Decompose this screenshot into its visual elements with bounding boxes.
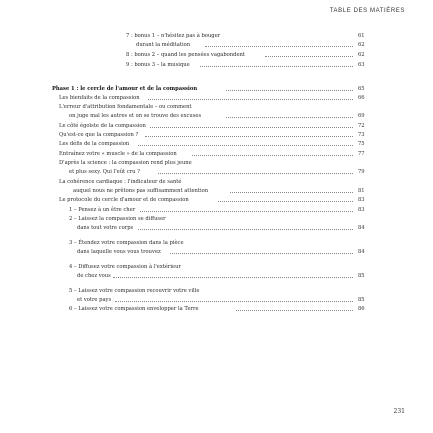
toc-entry-page: 72 (358, 123, 365, 129)
toc-entry-page: 73 (358, 132, 365, 138)
toc-entry-page: 62 (358, 52, 365, 58)
toc-entry-page: 85 (358, 273, 365, 279)
toc-entry-label: durant la méditation (136, 42, 191, 48)
toc-entry-label: 8 : bonus 2 – quand les pensées vagabondent (126, 52, 245, 58)
toc-entry (40, 63, 405, 71)
toc-entry (40, 289, 405, 297)
page-number: 231 (393, 408, 405, 415)
leader-dots (170, 253, 353, 254)
toc-entry (40, 241, 405, 249)
leader-dots (218, 201, 353, 202)
toc-entry (40, 53, 405, 61)
toc-entry-label: dans tout votre corps (77, 225, 134, 231)
leader-dots (205, 46, 353, 47)
toc-entry-page: 79 (358, 169, 365, 175)
toc-entry-page: 84 (358, 249, 365, 255)
toc-entry (40, 152, 405, 160)
toc-entry (40, 161, 405, 169)
toc-entry-label: auquel nous ne prêtons pas suffisamment attention (73, 188, 209, 194)
leader-dots (113, 277, 353, 278)
toc-entry-label: 7 : bonus 1 – n'hésitez pas à bouger (126, 33, 221, 39)
toc-entry-label: L'erreur d'attribution fondamentale – ou comment (59, 104, 192, 110)
toc-entry (40, 43, 405, 51)
toc-entry (40, 265, 405, 273)
leader-dots (138, 145, 353, 146)
toc-entry (40, 87, 405, 95)
toc-entry-page: 62 (358, 42, 365, 48)
leader-dots (192, 155, 353, 156)
leader-dots (138, 229, 353, 230)
leader-dots (226, 117, 353, 118)
toc-entry-page: 61 (358, 33, 365, 39)
toc-entry-label: on juge mal les autres et on se trouve des excuses (69, 113, 202, 119)
leader-dots (150, 127, 353, 128)
leader-dots (265, 56, 353, 57)
toc-entry-page: 83 (358, 197, 365, 203)
toc-entry (40, 198, 405, 206)
toc-part-label: Phase 1 : le cercle de l'amour et de la compassion (52, 86, 198, 92)
toc-entry (40, 274, 405, 282)
toc-entry-label: dans laquelle vous vous trouvez (77, 249, 161, 255)
toc-entry (40, 226, 405, 234)
toc-entry-label: 3 – Étendez votre compassion dans la pièce (69, 240, 184, 246)
toc-entry-page: 83 (358, 207, 365, 213)
toc-entry (40, 114, 405, 122)
toc-entry-label: 6 – Laissez votre compassion envelopper la Terre (69, 306, 199, 312)
toc-entry-page: 84 (358, 225, 365, 231)
toc-entry-label: de chez vous (77, 273, 111, 279)
toc-entry-label: Qu'est-ce que la compassion ? (59, 132, 139, 138)
toc-entry (40, 307, 405, 315)
toc-entry (40, 170, 405, 178)
toc-entry-label: 9 : bonus 3 – la musique (126, 62, 190, 68)
leader-dots (230, 192, 353, 193)
toc-entry (40, 180, 405, 188)
toc-entry (40, 105, 405, 113)
toc-entry-label: Le côté égoïste de la compassion (59, 123, 146, 129)
toc-entry-label: La cohérence cardiaque : l'indicateur de santé (59, 179, 182, 185)
toc-entry-page: 85 (358, 297, 365, 303)
toc-entry-label: 1 – Pensez à un être cher (69, 207, 136, 213)
leader-dots (226, 90, 353, 91)
toc-entry-label: 5 – Laissez votre compassion recouvrir votre ville (69, 288, 200, 294)
table-of-contents (40, 0, 405, 433)
toc-entry-label: Les défis de la compassion (59, 141, 130, 147)
toc-entry (40, 34, 405, 42)
toc-entry-page: 86 (358, 306, 365, 312)
toc-entry-label: et votre pays (77, 297, 112, 303)
toc-entry-page: 66 (358, 95, 365, 101)
toc-entry-page: 81 (358, 188, 365, 194)
toc-entry (40, 189, 405, 197)
toc-entry (40, 250, 405, 258)
leader-dots (145, 136, 353, 137)
toc-entry (40, 96, 405, 104)
running-header: TABLE DES MATIÈRES (329, 8, 405, 14)
leader-dots (236, 310, 353, 311)
toc-entry-label: Entraînez votre « muscle » de la compassion (59, 151, 177, 157)
toc-entry-page: 75 (358, 141, 365, 147)
toc-entry-label: 4 – Diffusez votre compassion à l'extérieur (69, 264, 181, 270)
toc-entry-label: et plus sexy. Qui l'eût cru ? (69, 169, 140, 175)
toc-entry-page: 65 (358, 86, 365, 92)
toc-entry-label: Le protocole du cercle d'amour et de compassion (59, 197, 189, 203)
toc-entry (40, 133, 405, 141)
toc-entry-page: 77 (358, 151, 365, 157)
toc-entry (40, 208, 405, 216)
leader-dots (115, 301, 353, 302)
toc-entry (40, 217, 405, 225)
toc-entry (40, 142, 405, 150)
leader-dots (140, 211, 353, 212)
toc-entry-label: 2 – Laissez la compassion se diffuser (69, 216, 166, 222)
toc-entry (40, 298, 405, 306)
toc-entry (40, 124, 405, 132)
toc-entry-label: D'après la science : la compassion rend plus jeune (59, 160, 192, 166)
toc-entry-page: 69 (358, 113, 365, 119)
leader-dots (158, 173, 353, 174)
toc-entry-label: Les bienfaits de la compassion (59, 95, 140, 101)
leader-dots (148, 99, 353, 100)
toc-entry-page: 63 (358, 62, 365, 68)
leader-dots (200, 66, 353, 67)
